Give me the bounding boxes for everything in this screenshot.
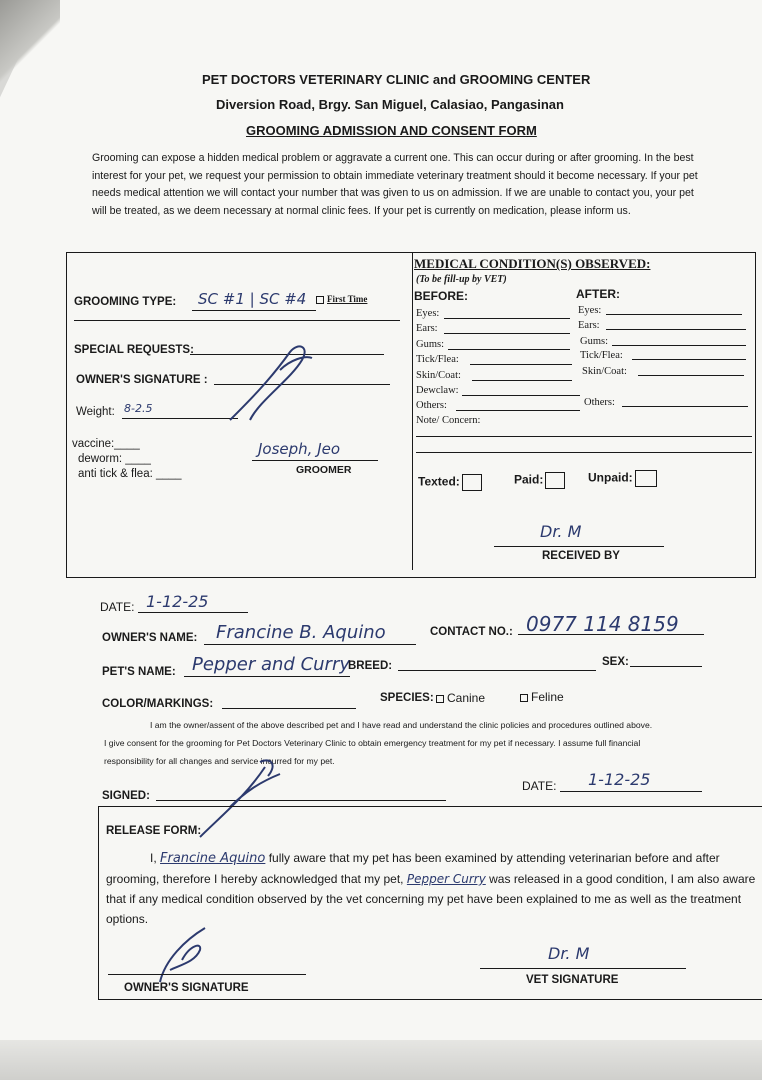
breed-line[interactable] — [398, 670, 596, 671]
date-line — [138, 612, 248, 613]
vet-sign-label: VET SIGNATURE — [526, 974, 619, 986]
before-skin: Skin/Coat: — [416, 370, 461, 381]
consent-line-2: I give consent for the grooming for Pet Doctors Veterinary Clinic to obtain emergency treatment for my pet if necessary. I assume full financial — [104, 738, 641, 748]
release-paragraph — [106, 848, 756, 929]
after-others-line[interactable] — [622, 406, 748, 407]
grooming-type-value[interactable]: SC #1 | SC #4 — [198, 290, 307, 308]
consent-line-1: I am the owner/assent of the above described pet and I have read and understand the clinic policies and procedures outlined above. — [150, 720, 653, 730]
after-label: AFTER: — [576, 287, 620, 301]
note-line-2[interactable] — [416, 452, 752, 453]
first-time-label: First Time — [327, 294, 368, 304]
before-gums-line[interactable] — [448, 349, 570, 350]
special-requests-label: SPECIAL REQUESTS: — [74, 344, 194, 356]
release-text-end: was released in a good condition, I am also aware that if any medical condition observed by the vet concerning my pet have been explained to me as well as the treatment options. — [106, 872, 756, 926]
groomer-label: GROOMER — [296, 464, 352, 476]
texted-field[interactable] — [418, 474, 482, 491]
before-others-line[interactable] — [456, 410, 580, 411]
contact-label: CONTACT NO.: — [430, 626, 513, 638]
consent-date-line — [560, 791, 702, 792]
intro-paragraph: Grooming can expose a hidden medical problem or aggravate a current one. This can occur during or after grooming. In the best interest for your pet, we request your permission to obtain immediate veterinary treatment should it become necessary. If your pet needs medical attention we will contact your number that was given to us on admission. If we are unable to contact you, your pet will be treated, as we deem necessary at normal clinic fees. If your pet is currently on medication, please inform us. — [92, 152, 698, 217]
release-owner-name[interactable]: Francine Aquino — [160, 851, 266, 866]
before-others: Others: — [416, 400, 447, 411]
release-text-start: I, — [150, 851, 157, 865]
release-pet-name[interactable]: Pepper Curry — [406, 872, 486, 886]
feline-label: Feline — [531, 690, 564, 704]
note-line-1[interactable] — [416, 436, 752, 437]
release-text-middle: fully aware that my pet has been examined by attending veterinarian before and after grooming, therefore I hereby acknowledged that my pet, — [106, 851, 720, 886]
feline-checkbox[interactable] — [520, 694, 528, 702]
grooming-type-line — [192, 310, 316, 311]
clinic-name: PET DOCTORS VETERINARY CLINIC and GROOMING CENTER — [202, 72, 591, 87]
pet-name-label: PET'S NAME: — [102, 666, 176, 678]
consent-date-label: DATE: — [522, 779, 557, 793]
deworm-label: deworm: ____ — [78, 453, 151, 465]
note-concern: Note/ Concern: — [416, 415, 481, 426]
owner-name-line — [204, 644, 416, 645]
before-eyes: Eyes: — [416, 308, 440, 319]
consent-date-value[interactable]: 1-12-25 — [588, 770, 651, 789]
groomer-line — [252, 460, 378, 461]
texted-label: Texted: — [418, 474, 460, 489]
column-divider — [412, 252, 413, 570]
paper-bottom-edge — [0, 1040, 762, 1080]
vet-sign-line — [480, 968, 686, 969]
grooming-type-label: GROOMING TYPE: — [74, 296, 177, 308]
clinic-address: Diversion Road, Brgy. San Miguel, Calasiao, Pangasinan — [216, 97, 564, 112]
before-eyes-line[interactable] — [444, 318, 570, 319]
after-eyes: Eyes: — [578, 305, 602, 316]
before-tick-line[interactable] — [470, 364, 572, 365]
sex-line[interactable] — [630, 666, 702, 667]
pet-name-line — [184, 676, 350, 677]
sex-label: SEX: — [602, 656, 629, 668]
before-dewclaw: Dewclaw: — [416, 385, 459, 396]
after-tick-line[interactable] — [632, 359, 746, 360]
color-line[interactable] — [222, 708, 356, 709]
after-gums-line[interactable] — [612, 345, 746, 346]
vet-signature-value[interactable]: Dr. M — [548, 944, 590, 963]
paid-field[interactable] — [514, 472, 565, 489]
contact-value[interactable]: 0977 114 8159 — [526, 612, 679, 636]
paid-label: Paid: — [514, 472, 544, 487]
vaccine-label: vaccine:____ — [72, 438, 140, 450]
owner-signature-label-top: OWNER'S SIGNATURE : — [76, 374, 208, 386]
release-owner-sign-label: OWNER'S SIGNATURE — [124, 982, 249, 994]
after-skin-line[interactable] — [638, 375, 744, 376]
contact-line — [518, 634, 704, 635]
release-title: RELEASE FORM: — [106, 825, 202, 837]
received-line — [494, 546, 664, 547]
species-label: SPECIES: — [380, 692, 434, 704]
release-owner-sign-line[interactable] — [108, 974, 306, 975]
consent-line-3: responsibility for all changes and service incurred for my pet. — [104, 756, 335, 766]
texted-checkbox[interactable] — [462, 474, 482, 491]
breed-label: BREED: — [348, 660, 393, 672]
signed-label: SIGNED: — [102, 790, 150, 802]
unpaid-label: Unpaid: — [588, 470, 633, 485]
before-ears-line[interactable] — [444, 333, 570, 334]
paid-checkbox[interactable] — [545, 472, 565, 489]
first-time-checkbox[interactable] — [316, 296, 324, 304]
groomer-name[interactable]: Joseph, Jeo — [258, 440, 341, 458]
after-others: Others: — [584, 397, 615, 408]
anti-tick-label: anti tick & flea: ____ — [78, 468, 182, 480]
canine-option[interactable] — [436, 691, 485, 705]
pet-name-value[interactable]: Pepper and Curry — [192, 654, 350, 675]
weight-label: Weight: — [76, 406, 115, 418]
canine-label: Canine — [447, 691, 486, 705]
after-gums: Gums: — [580, 336, 609, 347]
after-ears-line[interactable] — [606, 329, 746, 330]
before-ears: Ears: — [416, 323, 438, 334]
grooming-type-underline — [74, 320, 400, 321]
owner-name-label: OWNER'S NAME: — [102, 632, 198, 644]
received-signature[interactable]: Dr. M — [540, 522, 582, 541]
received-by-label: RECEIVED BY — [542, 550, 620, 562]
date-value[interactable]: 1-12-25 — [146, 592, 209, 611]
feline-option[interactable] — [520, 690, 564, 704]
before-skin-line[interactable] — [472, 380, 572, 381]
weight-value[interactable]: 8-2.5 — [124, 402, 153, 415]
before-dewclaw-line[interactable] — [462, 395, 580, 396]
owner-signature-scribble-top — [220, 340, 320, 430]
before-tick: Tick/Flea: — [416, 354, 459, 365]
after-skin: Skin/Coat: — [582, 366, 627, 377]
medical-title: MEDICAL CONDITION(S) OBSERVED: — [414, 256, 651, 271]
form-title: GROOMING ADMISSION AND CONSENT FORM — [246, 123, 537, 138]
medical-subtitle: (To be fill-up by VET) — [416, 274, 507, 285]
first-time-option[interactable] — [316, 294, 367, 304]
after-tick: Tick/Flea: — [580, 350, 623, 361]
before-gums: Gums: — [416, 339, 445, 350]
unpaid-checkbox[interactable] — [635, 470, 657, 487]
canine-checkbox[interactable] — [436, 695, 444, 703]
after-ears: Ears: — [578, 320, 600, 331]
folded-corner — [0, 0, 60, 100]
unpaid-field[interactable] — [588, 470, 657, 487]
owner-name-value[interactable]: Francine B. Aquino — [216, 622, 386, 643]
color-label: COLOR/MARKINGS: — [102, 698, 214, 710]
date-label: DATE: — [100, 600, 135, 614]
after-eyes-line[interactable] — [606, 314, 742, 315]
before-label: BEFORE: — [414, 289, 468, 303]
release-owner-scribble — [150, 920, 220, 990]
